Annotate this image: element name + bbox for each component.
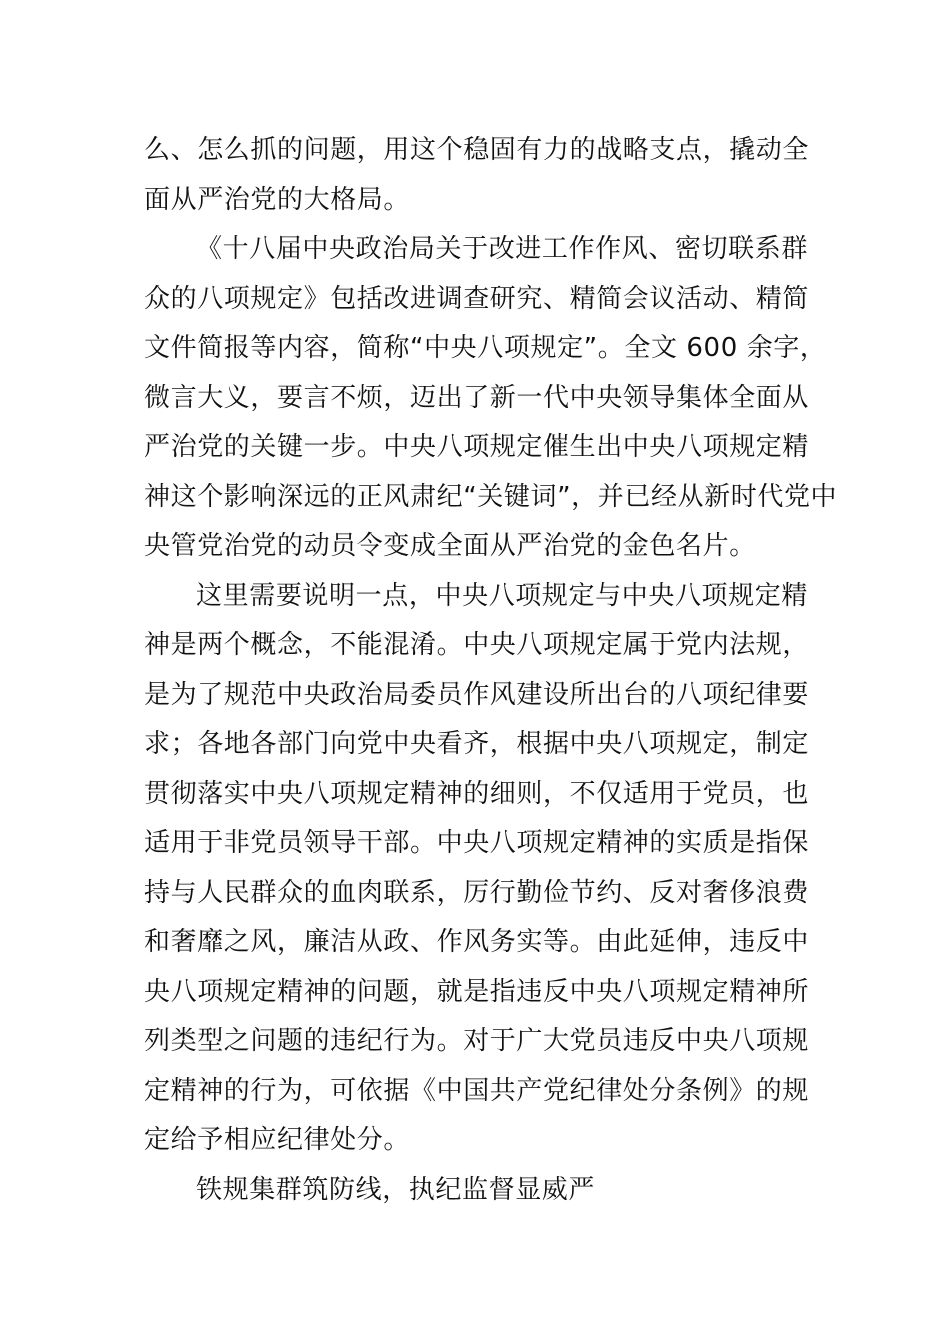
text-line: 面从严治党的大格局。: [144, 184, 411, 215]
text-line: 贯彻落实中央八项规定精神的细则，不仅适用于党员，也: [144, 778, 810, 809]
text-line: 《十八届中央政治局关于改进工作作风、密切联系群: [196, 234, 808, 264]
text-line: 适用于非党员领导干部。中央八项规定精神的实质是指保: [144, 828, 810, 858]
document-body: [144, 126, 838, 1215]
paragraph-1: [144, 126, 808, 225]
text-line: 和奢靡之风，廉洁从政、作风务实等。由此延伸，违反中: [144, 927, 810, 957]
text-line: 众的八项规定》包括改进调查研究、精简会议活动、精简: [144, 283, 810, 314]
text-line: 求；各地各部门向党中央看齐，根据中央八项规定，制定: [144, 729, 810, 759]
text-line: 央管党治党的动员令变成全面从严治党的金色名片。: [144, 531, 756, 561]
text-line: 是为了规范中央政治局委员作风建设所出台的八项纪律要: [144, 679, 810, 710]
text-line: 定精神的行为，可依据《中国共产党纪律处分条例》的规: [144, 1075, 810, 1106]
text-line: 央八项规定精神的问题，就是指违反中央八项规定精神所: [144, 976, 810, 1007]
text-line: 铁规集群筑防线，执纪监督显威严: [196, 1174, 596, 1205]
paragraph-3: [144, 572, 808, 1166]
text-line: 么、怎么抓的问题，用这个稳固有力的战略支点，撬动全: [144, 135, 810, 165]
text-line: 神这个影响深远的正风肃纪“关键词”，并已经从新时代党中: [144, 481, 838, 512]
section-heading: [144, 1166, 808, 1216]
paragraph-2: [144, 225, 838, 572]
text-line: 文件简报等内容，简称“中央八项规定”。全文 600 余字，: [144, 333, 827, 363]
text-line: 这里需要说明一点，中央八项规定与中央八项规定精: [196, 580, 808, 611]
text-line: 持与人民群众的血肉联系，厉行勤俭节约、反对奢侈浪费: [144, 877, 810, 908]
text-line: 列类型之问题的违纪行为。对于广大党员违反中央八项规: [144, 1026, 810, 1056]
text-line: 神是两个概念，不能混淆。中央八项规定属于党内法规，: [144, 630, 810, 660]
text-line: 微言大义，要言不烦，迈出了新一代中央领导集体全面从: [144, 382, 810, 413]
text-line: 定给予相应纪律处分。: [144, 1125, 411, 1155]
text-line: 严治党的关键一步。中央八项规定催生出中央八项规定精: [144, 432, 810, 462]
